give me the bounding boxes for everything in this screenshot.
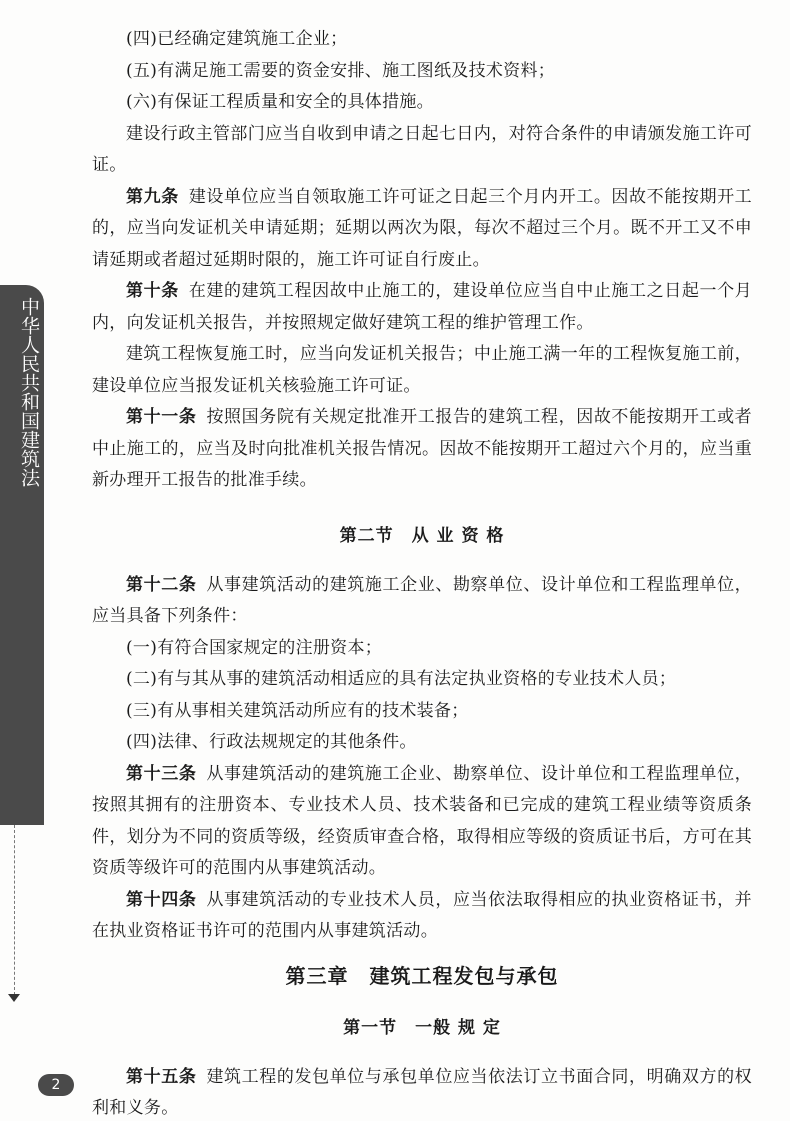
article-label: 第十五条 xyxy=(126,1066,197,1087)
article-text: 建筑工程的发包单位与承包单位应当依法订立书面合同，明确双方的权利和义务。 xyxy=(92,1066,752,1118)
article-label: 第十一条 xyxy=(126,407,197,427)
list-item: (四)已经确定建筑施工企业； xyxy=(126,29,348,49)
article-label: 第十三条 xyxy=(126,763,197,784)
list-item: (一)有符合国家规定的注册资本； xyxy=(126,637,383,658)
list-item: (二)有与其从事的建筑活动相适应的具有法定执业资格的专业技术人员； xyxy=(126,669,677,689)
list-item: (五)有满足施工需要的资金安排、施工图纸及技术资料； xyxy=(126,60,556,81)
article-15 xyxy=(92,1062,752,1125)
article-label: 第九条 xyxy=(126,186,179,207)
article-text: 在建的建筑工程因故中止施工的，建设单位应当自中止施工之日起一个月内，向发证机关报告，并按照规定做好建筑工程的维护管理工作。 xyxy=(92,281,752,333)
body-text xyxy=(92,24,752,1125)
paragraph: 建设行政主管部门应当自收到申请之日起七日内，对符合条件的申请颁发施工许可证。 xyxy=(92,123,752,175)
article-label: 第十四条 xyxy=(126,889,197,910)
article-label: 第十条 xyxy=(126,281,179,301)
section-heading: 第二节 从 业 资 格 xyxy=(339,525,505,546)
list-item: (三)有从事相关建筑活动所应有的技术装备； xyxy=(126,700,469,721)
list-item: (四)法律、行政法规规定的其他条件。 xyxy=(126,732,417,752)
section-heading: 第一节 一般 规 定 xyxy=(343,1017,501,1038)
article-14 xyxy=(92,885,752,948)
article-text: 建设单位应当自领取施工许可证之日起三个月内开工。因故不能按期开工的，应当向发证机关申请延期；延期以两次为限，每次不超过三个月。既不开工又不申请延期或者超过延期时限的，施工许可证自行废止。 xyxy=(92,186,752,270)
arrow-down-icon xyxy=(8,994,20,1002)
page-number: 2 xyxy=(38,1074,74,1096)
article-11 xyxy=(92,402,752,497)
article-text: 从事建筑活动的建筑施工企业、勘察单位、设计单位和工程监理单位，应当具备下列条件： xyxy=(92,574,752,626)
chapter-heading: 第三章 建筑工程发包与承包 xyxy=(285,963,559,988)
article-13 xyxy=(92,759,752,885)
article-text: 从事建筑活动的建筑施工企业、勘察单位、设计单位和工程监理单位，按照其拥有的注册资本、专业技术人员、技术装备和已完成的建筑工程业绩等资质条件，划分为不同的资质等级，经资质审查合格，取得相应等级的资质证书后，方可在其资质等级许可的范围内从事建筑活动。 xyxy=(92,763,752,878)
chapter-spine-tab xyxy=(0,285,44,825)
article-label: 第十二条 xyxy=(126,574,197,595)
list-item: (六)有保证工程质量和安全的具体措施。 xyxy=(126,92,434,112)
spine-title: 中华人民共和国建筑法 xyxy=(18,297,40,487)
article-text: 按照国务院有关规定批准开工报告的建筑工程，因故不能按期开工或者中止施工的，应当及时向批准机关报告情况。因故不能按期开工超过六个月的，应当重新办理开工报告的批准手续。 xyxy=(92,407,752,490)
article-10 xyxy=(92,276,752,339)
article-text: 从事建筑活动的专业技术人员，应当依法取得相应的执业资格证书，并在执业资格证书许可的范围内从事建筑活动。 xyxy=(92,889,752,941)
article-9 xyxy=(92,182,752,277)
article-12 xyxy=(92,570,752,633)
spine-dashed-line xyxy=(14,825,15,995)
paragraph: 建筑工程恢复施工时，应当向发证机关报告；中止施工满一年的工程恢复施工前，建设单位应当报发证机关核验施工许可证。 xyxy=(92,344,752,396)
